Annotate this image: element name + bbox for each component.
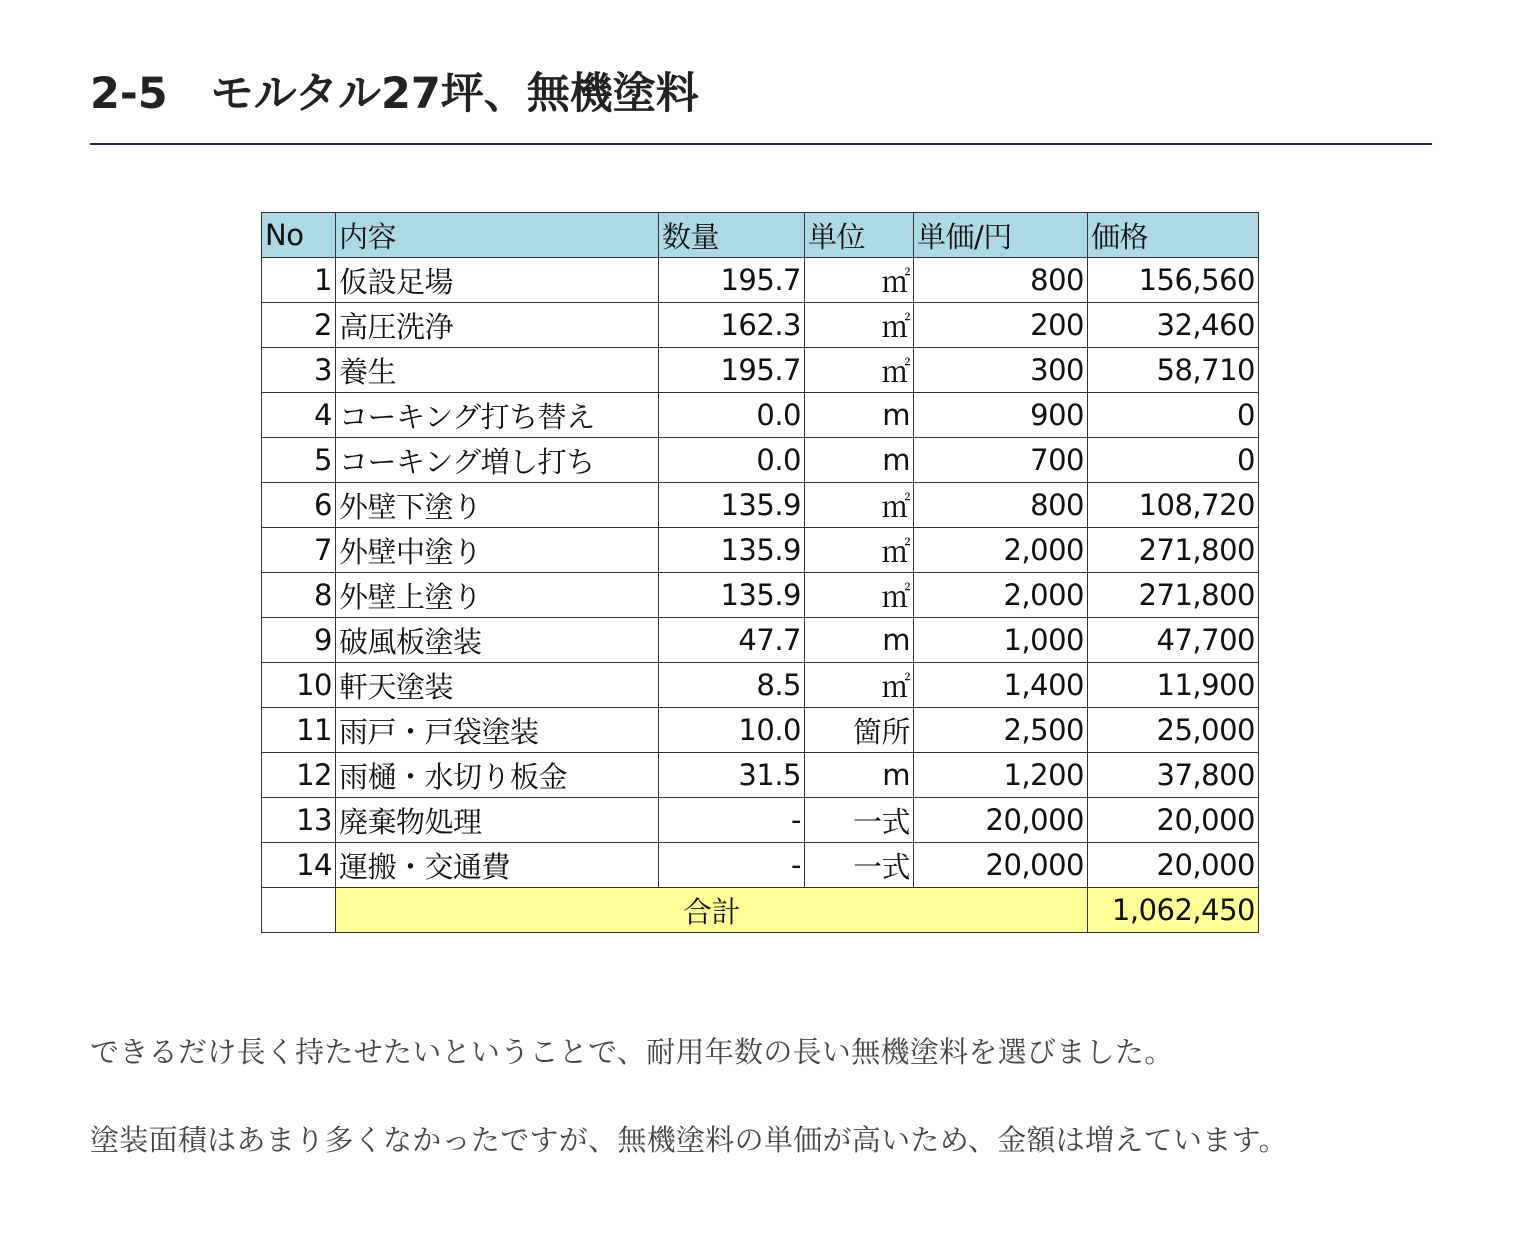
cell-content: コーキング打ち替え	[336, 393, 659, 438]
cell-unit-price: 2,000	[914, 573, 1088, 618]
cell-quantity: -	[659, 843, 805, 888]
cell-content: 雨戸・戸袋塗装	[336, 708, 659, 753]
table-row	[262, 843, 1259, 888]
cell-quantity: 195.7	[659, 258, 805, 303]
total-empty-cell	[262, 888, 336, 933]
body-paragraph-2: 塗装面積はあまり多くなかったですが、無機塗料の単価が高いため、金額は増えています。	[90, 1123, 1288, 1157]
cell-price: 20,000	[1088, 843, 1259, 888]
total-label: 合計	[336, 888, 1088, 933]
cell-unit: m	[805, 438, 914, 483]
cell-unit-price: 1,000	[914, 618, 1088, 663]
header-no: No	[262, 213, 336, 258]
cell-no: 12	[262, 753, 336, 798]
cell-unit-price: 800	[914, 258, 1088, 303]
cell-unit-price: 200	[914, 303, 1088, 348]
cell-price: 58,710	[1088, 348, 1259, 393]
cell-content: 仮設足場	[336, 258, 659, 303]
cell-quantity: 8.5	[659, 663, 805, 708]
cell-price: 156,560	[1088, 258, 1259, 303]
table-row	[262, 393, 1259, 438]
cell-price: 271,800	[1088, 528, 1259, 573]
cell-quantity: 0.0	[659, 438, 805, 483]
cell-no: 5	[262, 438, 336, 483]
cell-content: コーキング増し打ち	[336, 438, 659, 483]
cell-quantity: 47.7	[659, 618, 805, 663]
cell-content: 雨樋・水切り板金	[336, 753, 659, 798]
page-title: 2-5 モルタル27坪、無機塗料	[90, 69, 699, 119]
cell-unit: ㎡	[805, 663, 914, 708]
total-row	[262, 888, 1259, 933]
cell-price: 25,000	[1088, 708, 1259, 753]
cell-unit-price: 1,200	[914, 753, 1088, 798]
cell-unit-price: 20,000	[914, 798, 1088, 843]
cell-quantity: 31.5	[659, 753, 805, 798]
cell-quantity: 162.3	[659, 303, 805, 348]
table-row	[262, 708, 1259, 753]
cell-unit-price: 2,500	[914, 708, 1088, 753]
table-header-row	[262, 213, 1259, 258]
cell-content: 高圧洗浄	[336, 303, 659, 348]
table-row	[262, 258, 1259, 303]
body-paragraph-1: できるだけ長く持たせたいということで、耐用年数の長い無機塗料を選びました。	[90, 1035, 1174, 1069]
cell-unit: m	[805, 393, 914, 438]
cell-unit: ㎡	[805, 258, 914, 303]
cell-unit: ㎡	[805, 573, 914, 618]
table-body	[262, 258, 1259, 888]
estimate-table	[261, 212, 1259, 933]
table-row	[262, 798, 1259, 843]
table-row	[262, 573, 1259, 618]
cell-no: 1	[262, 258, 336, 303]
cell-quantity: 10.0	[659, 708, 805, 753]
cell-content: 運搬・交通費	[336, 843, 659, 888]
cell-unit-price: 300	[914, 348, 1088, 393]
cell-content: 外壁上塗り	[336, 573, 659, 618]
cell-content: 外壁下塗り	[336, 483, 659, 528]
cell-unit-price: 900	[914, 393, 1088, 438]
header-quantity: 数量	[659, 213, 805, 258]
cell-price: 47,700	[1088, 618, 1259, 663]
cell-unit: 箇所	[805, 708, 914, 753]
table-row	[262, 528, 1259, 573]
total-value: 1,062,450	[1088, 888, 1259, 933]
cell-unit-price: 800	[914, 483, 1088, 528]
cell-no: 2	[262, 303, 336, 348]
cell-unit: ㎡	[805, 348, 914, 393]
table-row	[262, 348, 1259, 393]
cell-price: 20,000	[1088, 798, 1259, 843]
title-divider	[90, 143, 1432, 145]
cell-quantity: 0.0	[659, 393, 805, 438]
cell-quantity: 135.9	[659, 528, 805, 573]
cell-content: 破風板塗装	[336, 618, 659, 663]
table-row	[262, 303, 1259, 348]
cell-unit-price: 20,000	[914, 843, 1088, 888]
cell-unit-price: 2,000	[914, 528, 1088, 573]
cell-price: 108,720	[1088, 483, 1259, 528]
table-row	[262, 483, 1259, 528]
cell-price: 0	[1088, 438, 1259, 483]
cell-unit: m	[805, 618, 914, 663]
cell-unit: ㎡	[805, 303, 914, 348]
cell-unit-price: 700	[914, 438, 1088, 483]
cell-no: 9	[262, 618, 336, 663]
cell-content: 養生	[336, 348, 659, 393]
header-price: 価格	[1088, 213, 1259, 258]
cell-quantity: 135.9	[659, 483, 805, 528]
cell-unit-price: 1,400	[914, 663, 1088, 708]
table-row	[262, 753, 1259, 798]
header-content: 内容	[336, 213, 659, 258]
cell-unit: ㎡	[805, 528, 914, 573]
table-row	[262, 438, 1259, 483]
cell-content: 軒天塗装	[336, 663, 659, 708]
cell-no: 13	[262, 798, 336, 843]
cell-unit: ㎡	[805, 483, 914, 528]
cell-no: 10	[262, 663, 336, 708]
cell-no: 6	[262, 483, 336, 528]
table-row	[262, 663, 1259, 708]
cell-no: 4	[262, 393, 336, 438]
cell-quantity: 195.7	[659, 348, 805, 393]
cell-no: 3	[262, 348, 336, 393]
cell-no: 14	[262, 843, 336, 888]
cell-no: 7	[262, 528, 336, 573]
cell-price: 0	[1088, 393, 1259, 438]
header-unit: 単位	[805, 213, 914, 258]
cell-no: 11	[262, 708, 336, 753]
cell-unit: m	[805, 753, 914, 798]
table-row	[262, 618, 1259, 663]
cell-no: 8	[262, 573, 336, 618]
cell-unit: 一式	[805, 843, 914, 888]
cell-content: 廃棄物処理	[336, 798, 659, 843]
cell-content: 外壁中塗り	[336, 528, 659, 573]
cell-quantity: -	[659, 798, 805, 843]
cell-quantity: 135.9	[659, 573, 805, 618]
cell-price: 11,900	[1088, 663, 1259, 708]
cell-price: 271,800	[1088, 573, 1259, 618]
cell-unit: 一式	[805, 798, 914, 843]
cell-price: 32,460	[1088, 303, 1259, 348]
cell-price: 37,800	[1088, 753, 1259, 798]
header-unit-price: 単価/円	[914, 213, 1088, 258]
